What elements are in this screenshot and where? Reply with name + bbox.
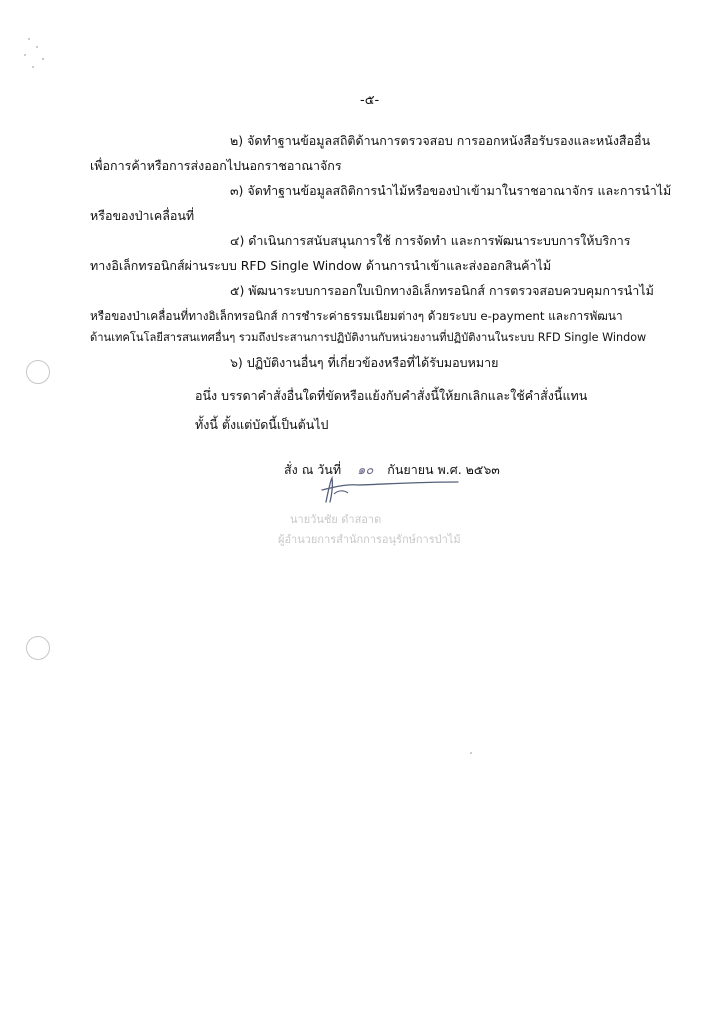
list-item-line: หรือของป่าเคลื่อนที่ทางอิเล็กทรอนิกส์ การชำระค่าธรรมเนียมต่างๆ ด้วยระบบ e-payment และการพัฒนา bbox=[90, 309, 623, 323]
list-item-line: เพื่อการค้าหรือการส่งออกไปนอกราชอาณาจักร bbox=[90, 158, 342, 173]
revocation-clause: อนึ่ง บรรดาคำสั่งอื่นใดที่ขัดหรือแย้งกับคำสั่งนี้ให้ยกเลิกและใช้คำสั่งนี้แทน bbox=[195, 388, 588, 403]
list-item-line: หรือของป่าเคลื่อนที่ bbox=[90, 208, 195, 223]
list-item-line: ๔) ดำเนินการสนับสนุนการใช้ การจัดทำ และการพัฒนาระบบการให้บริการ bbox=[230, 233, 631, 248]
scan-speck bbox=[42, 58, 44, 60]
list-item-line: ๓) จัดทำฐานข้อมูลสถิติการนำไม้หรือของป่าเข้ามาในราชอาณาจักร และการนำไม้ bbox=[230, 183, 672, 198]
list-item-line: ๕) พัฒนาระบบการออกใบเบิกทางอิเล็กทรอนิกส์ การตรวจสอบควบคุมการนำไม้ bbox=[230, 283, 654, 298]
punch-hole-bottom bbox=[26, 636, 50, 660]
scan-speck bbox=[32, 66, 34, 68]
punch-hole-top bbox=[26, 360, 50, 384]
scan-speck bbox=[470, 752, 472, 754]
scan-speck bbox=[36, 46, 38, 48]
signatory-name: นายวันชัย ดำสอาด bbox=[290, 513, 382, 526]
order-date-prefix: สั่ง ณ วันที่ bbox=[284, 462, 342, 477]
list-item-line: ๒) จัดทำฐานข้อมูลสถิติด้านการตรวจสอบ การออกหนังสือรับรองและหนังสืออื่น bbox=[230, 133, 651, 148]
scan-speck bbox=[24, 54, 26, 56]
page-number: -๕- bbox=[360, 93, 380, 108]
signature bbox=[318, 472, 468, 506]
order-date-month-year: กันยายน พ.ศ. ๒๕๖๓ bbox=[387, 462, 500, 477]
order-date-day: ๑๐ bbox=[357, 463, 374, 478]
effective-clause: ทั้งนี้ ตั้งแต่บัดนี้เป็นต้นไป bbox=[195, 417, 329, 432]
list-item-line: ๖) ปฏิบัติงานอื่นๆ ที่เกี่ยวข้องหรือที่ได้รับมอบหมาย bbox=[230, 355, 499, 370]
list-item-line: ทางอิเล็กทรอนิกส์ผ่านระบบ RFD Single Window ด้านการนำเข้าและส่งออกสินค้าไม้ bbox=[90, 258, 552, 273]
list-item-line: ด้านเทคโนโลยีสารสนเทศอื่นๆ รวมถึงประสานการปฏิบัติงานกับหน่วยงานที่ปฏิบัติงานในระบบ RFD Single Window bbox=[90, 331, 647, 344]
signatory-position: ผู้อำนวยการสำนักการอนุรักษ์การป่าไม้ bbox=[278, 533, 461, 546]
scan-speck bbox=[28, 38, 30, 40]
